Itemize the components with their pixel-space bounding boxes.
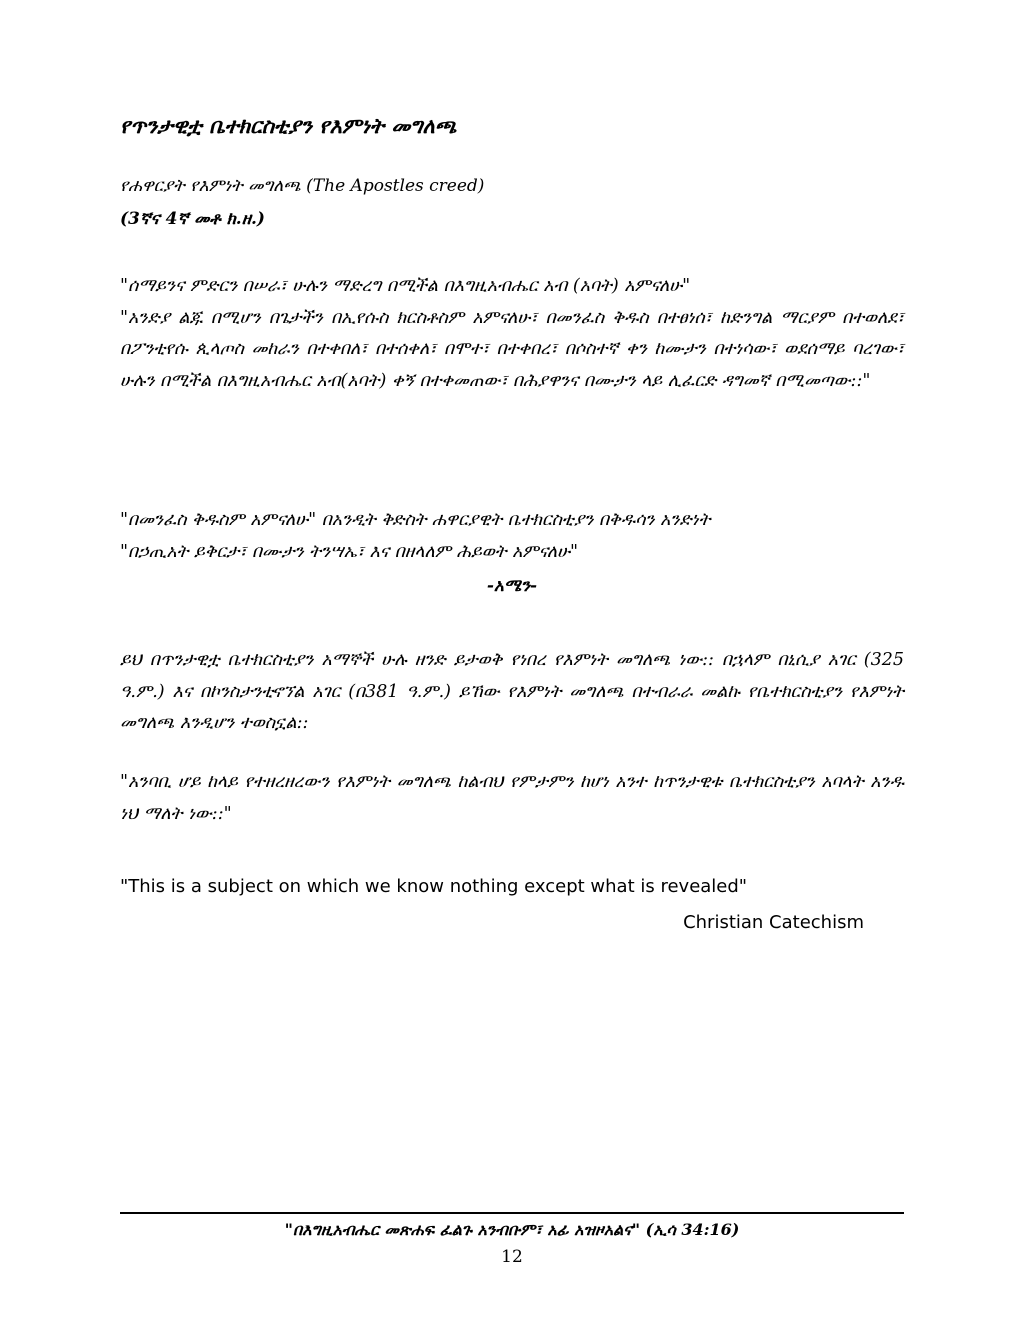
footer-verse: "በእግዚአብሔር መጽሐፍ ፈልጉ አንብቡም፣ አፊ አዝዞአልና" (ኢሳ 34:16) [284, 1220, 740, 1239]
page-number: 12 [501, 1247, 523, 1267]
amen-line: -አሜን- [486, 576, 538, 596]
creed-section-one [120, 271, 904, 397]
creed-subtitle: የሐዋርያት የእምነት መግለጫ (The Apostles creed) [120, 176, 485, 196]
creed-line-father: "ሰማይንና ምድርን በሠራ፣ ሁሉን ማድረግ በሚችል በእግዚአብሔር አብ (አባት) አምናለሁ" [120, 276, 691, 296]
english-quote: "This is a subject on which we know nothing except what is revealed" [120, 876, 748, 897]
creed-line-spirit: "በመንፈስ ቅዱስም አምናለሁ" በአንዲት ቅድስት ሐዋርያዊት ቤተክርስቲያን በቅዱሳን አንድነት [120, 510, 711, 530]
reader-text: "አንባቢ ሆይ ከላይ የተዘረዘረውን የእምነት መግለጫ ከልብህ የምታምን ከሆነ አንተ ከጥንታዊቱ ቤተክርስቲያን አባላት አንዱ ነህ ማለት ነው::" [120, 772, 904, 824]
creed-section-two [120, 505, 904, 568]
page-title: የጥንታዊቷ ቤተክርስቲያን የእምነት መግለጫ [120, 113, 457, 138]
reader-paragraph [120, 767, 904, 830]
creed-line-son: "አንድያ ልጁ በሚሆን በጌታችን በኢየሱስ ክርስቶስም አምናለሁ፣ በመንፈስ ቅዱስ በተፀነሰ፣ ከድንግል ማርያም በተወለደ፣ በፖንቲየሱ ጲላጦስ መከራን በተቀበለ፣ በተሰቀለ፣ በሞተ፣ በተቀበረ፣ በሶስተኛ ቀን ከሙታን በተነሳው፣ ወደሰማይ ባረገው፣ ሁሉን በሚችል በእግዚአብሔር አብ(አባት) ቀኝ በተቀመጠው፣ በሕያዋንና በሙታን ላይ ሊፈርድ ዳግመኛ በሚመጣው::" [120, 307, 904, 391]
history-text: ይህ በጥንታዊቷ ቤተክርስቲያን አማኞች ሁሉ ዘንድ ይታወቅ የነበረ የእምነት መግለጫ ነው:: በኋላም በኒሲያ አገር (325 ዓ.ም.) እና በኮንስታንቲኖኘል አገር (በ381 ዓ.ም.) ይኸው የእምነት መግለጫ በተብራራ መልኩ የቤተክርስቲያን የእምነት መግለጫ እንዲሆን ተወስኗል:: [120, 650, 904, 733]
century-note: (3ኛና 4ኛ መቶ ክ.ዘ.) [120, 209, 265, 229]
history-paragraph [120, 645, 904, 740]
quote-attribution: Christian Catechism [683, 912, 864, 933]
footer-divider [120, 1212, 904, 1214]
creed-line-forgiveness: "በኃጢአት ይቅርታ፣ በሙታን ትንሣኤ፣ እና በዘላለም ሕይወት አምናለሁ" [120, 541, 579, 562]
